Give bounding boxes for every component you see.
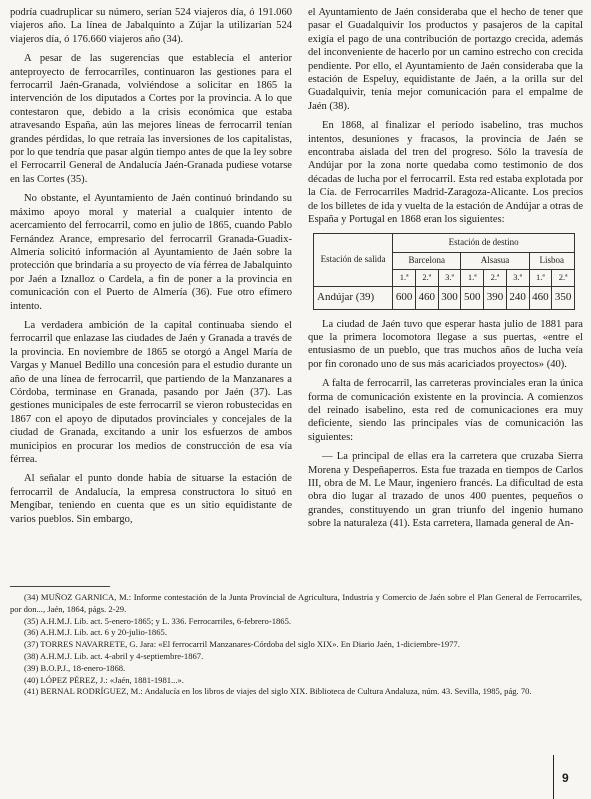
footnote: (37) TORRES NAVARRETE, G. Jara: «El ferrocarril Manzanares-Córdoba del siglo XIX». En Diario Jaén, 1-diciembre-1977.: [24, 639, 460, 650]
left-column: [10, 6, 292, 532]
right-column: [308, 6, 583, 537]
page-number-rule: [553, 755, 554, 799]
class-label: 1.ª: [393, 269, 416, 286]
footnotes: [10, 592, 582, 698]
fare-value: 300: [438, 286, 461, 309]
class-label: 1.ª: [529, 269, 552, 286]
paragraph: A pesar de las sugerencias que establecía el anterior anteproyecto de ferrocarriles, continuaron las gestiones para el ferrocarril Jaén-Granada, volviéndose a solicitar en 1865 la intervención de los diputados a Cortes por la provincia. A lo que contestaron que, debido a la crisis económica que estaba atravesando España, aún las mejores líneas de ferrocarril tenían grandes pérdidas, lo que retraía las inversiones de los capitalistas, por lo que tendría que pasar algún tiempo antes de que la ley sobre el Ferrocarril General de Andalucía Jaén-Granada pudiese votarse en las Cortes (35).: [10, 53, 292, 185]
fare-value: 240: [506, 286, 529, 309]
fare-value: 460: [415, 286, 438, 309]
origin-station: Andújar (39): [314, 286, 393, 309]
paragraph: La ciudad de Jaén tuvo que esperar hasta julio de 1881 para que la primera locomotora llegase a sus puertas, «entre el entusiasmo de un pueblo, que tras muchos años de lucha veía por fin coronado uno de sus más acariciados proyectos» (40).: [308, 318, 583, 370]
footnote: (36) A.H.M.J. Lib. act. 6 y 20-julio-1865.: [24, 627, 167, 638]
destination-name: Lisboa: [529, 252, 574, 269]
paragraph: La verdadera ambición de la capital continuaba siendo el ferrocarril que enlazase las ciudades de Jaén y Granada a través de la provincia. En noviembre de 1865 se otorgó a Angel María de Vargas y Manuel Bedillo una concesión para el estudio durante un año de una línea de ferrocarril, que partiendo de la Manzanares a Córdoba, terminase en Granada, pasando por Jaén (37). Las gestiones municipales de este ferrocarril se vieron robustecidas en 1867 con el apoyo de diputados provinciales y concejales de la ciudad de Granada, excitando a unir los esfuerzos de ambos municipios en procurar los medios de construcción de esa vía férrea.: [10, 319, 292, 465]
paragraph: el Ayuntamiento de Jaén consideraba que el hecho de tener que pasar el Guadalquivir los productos y pasajeros de la capital exigía el pago de una contribución de portazgo crecida, además del inconveniente de hacerlo por un camino estrecho con crecida pendiente. Por ello, el Ayuntamiento de Jaén consideraba que la estación de Espeluy, equidistante de Jaén, a la orilla sur del Guadalquivir, tenía mejor comunicación para el empalme de Jaén (38).: [308, 7, 583, 112]
destination-name: Alsasua: [461, 252, 529, 269]
footnote: (35) A.H.M.J. Lib. act. 5-enero-1865; y L. 336. Ferrocarriles, 6-febrero-1865.: [24, 615, 292, 626]
paragraph: No obstante, el Ayuntamiento de Jaén continuó brindando su máximo apoyo moral y material a cualquier intento de acercamiento del ferrocarril, como en julio de 1865, cuando Pablo Fernández Arance, empresario del ferrocarril Granada-Guadix-Almería solicitó información al Ayuntamiento de Jaén sobre la protección que brindaría a su proyecto de vía férrea de Jabalquinto por Jaén a Iznalloz o Cardela, a fin de poner a la provincia en comunicación con el Puerto de Almería (36). Fue otro efímero intento.: [10, 193, 292, 312]
footnote: (38) A.H.M.J. Lib. act. 4-abril y 4-septiembre-1867.: [24, 650, 204, 661]
page-number: 9: [562, 771, 569, 785]
paragraph: — La principal de ellas era la carretera que cruzaba Sierra Morena y Despeñaperros. Esta fue trazada en tiempos de Carlos III, obra de M. Le Maur, ingeniero francés. La dificultad de esta obra dio lugar al trazado de unos 400 puentes, pequeños o grandes, constituyendo un gran triunfo del ingenio humano sobre la naturaleza (41). Esta carretera, llamada general de An-: [308, 451, 583, 530]
class-label: 1.ª: [461, 269, 484, 286]
fare-value: 500: [461, 286, 484, 309]
footnote: (39) B.O.P.J., 18-enero-1868.: [24, 662, 126, 673]
paragraph: podría cuadruplicar su número, serían 524 viajeros día, ó 191.060 viajeros año. La línea de Jabalquinto a Zújar la utilizarían 524 viajeros día, ó 176.660 viajeros año (34).: [10, 7, 292, 45]
class-label: 2.ª: [552, 269, 575, 286]
destination-name: Barcelona: [393, 252, 461, 269]
destination-header: Estación de destino: [393, 233, 575, 252]
footnote: (41) BERNAL RODRÍGUEZ, M.: Andalucía en los libros de viajes del siglo XIX. Biblioteca de Cultura Andaluza, núm. 43. Sevilla, 1985, pág. 70.: [24, 686, 532, 697]
paragraph: A falta de ferrocarril, las carreteras provinciales eran la única forma de comunicación existente en la provincia. A comienzos del reinado isabelino, esta red de comunicaciones era muy deficiente, siendo las principales vías de comunicación las siguientes:: [308, 378, 583, 443]
fare-value: 390: [484, 286, 507, 309]
footnote: (40) LÓPEZ PÉREZ, J.: «Jaén, 1881-1981...».: [24, 674, 184, 685]
class-label: 3.ª: [438, 269, 461, 286]
fare-value: 460: [529, 286, 552, 309]
origin-header: Estación de salida: [314, 233, 393, 286]
paragraph: En 1868, al finalizar el período isabelino, tras muchos intentos, desuniones y fracasos, la provincia de Jaén se encontraba aislada del tren del progreso. Sólo la travesía de Andújar por la zona norte quedaba como testimonio de dos décadas de lucha por el ferrocarril. Esta red estaba explotada por la Cía. de Ferrocarriles Madrid-Zaragoza-Alicante. Los precios de los billetes de ida y vuelta de la estación de Andújar a otras de España y Portugal en 1868 eran los siguientes:: [308, 120, 583, 226]
class-label: 2.ª: [415, 269, 438, 286]
footnote: (34) MUÑOZ GARNICA, M.: Informe contestación de la Junta Provincial de Agricultura, Industria y Comercio de Jaén sobre el Plan General de Ferrocarriles, por don..., Jaén, 1864, págs. 2-29.: [10, 592, 582, 614]
paragraph: Al señalar el punto donde había de situarse la estación de ferrocarril de Andalucía, la empresa constructora lo situó en Mengíbar, teniendo en cuenta que es un sitio equidistante de varios pueblos. Sin embargo,: [10, 473, 292, 525]
fare-value: 600: [393, 286, 416, 309]
class-label: 3.ª: [506, 269, 529, 286]
fare-value: 350: [552, 286, 575, 309]
footnote-divider: [10, 586, 110, 587]
fare-table: [313, 233, 575, 310]
class-label: 2.ª: [484, 269, 507, 286]
